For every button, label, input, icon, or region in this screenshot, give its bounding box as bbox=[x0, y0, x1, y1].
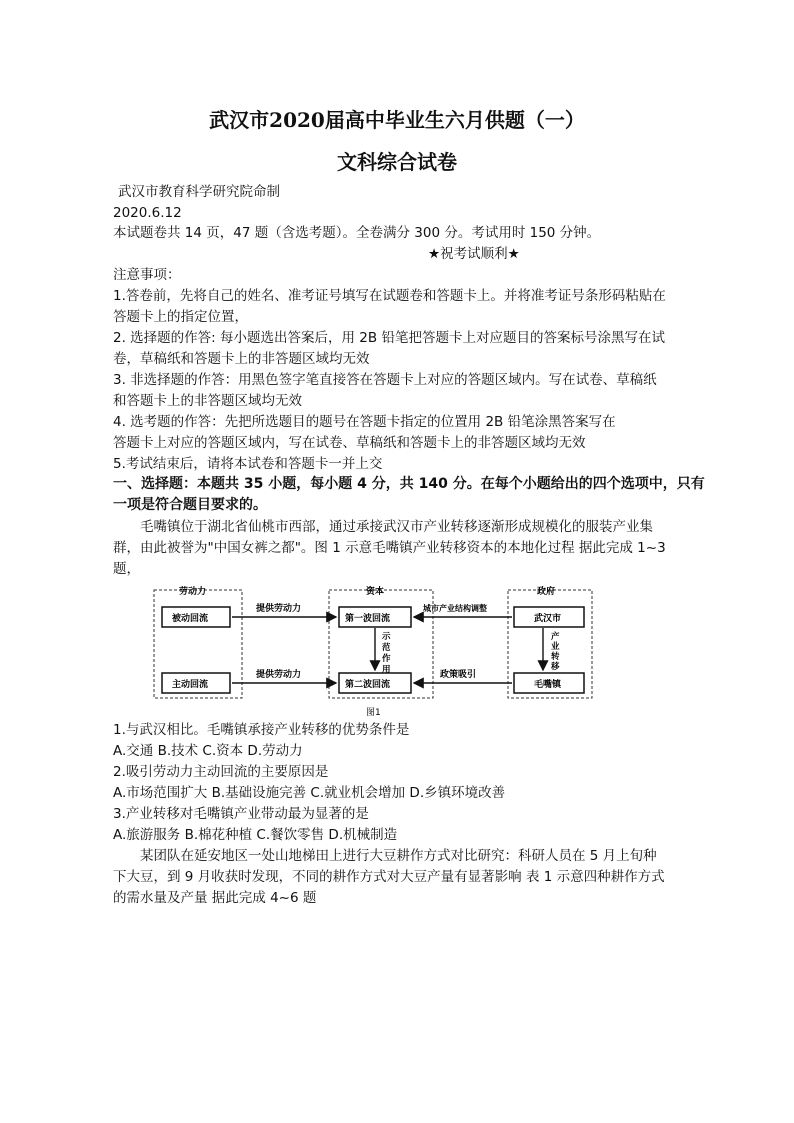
city-adjust-label: 城市产业结构调整 bbox=[423, 604, 487, 613]
exam-subtitle: 文科综合试卷 bbox=[337, 150, 457, 174]
passage-line: 下大豆，到 9 月收获时发现，不同的耕作方式对大豆产量有显著影响 表 1 示意四种耕作方式 bbox=[113, 869, 665, 885]
figure-1-diagram bbox=[152, 578, 682, 720]
notice-line: 答题卡上对应的答题区域内，写在试卷、草稿纸和答题卡上的非答题区域均无效 bbox=[113, 435, 586, 451]
good-luck-note: ★祝考试顺利★ bbox=[428, 246, 520, 262]
issuer: 武汉市教育科学研究院命制 bbox=[118, 184, 280, 200]
exam-date: 2020.6.12 bbox=[113, 205, 182, 221]
capital-group-label: 资本 bbox=[366, 587, 385, 597]
transfer-char: 业 bbox=[551, 642, 560, 652]
transfer-char: 产 bbox=[551, 632, 560, 642]
exam-title: 武汉市2020届高中毕业生六月供题（一） bbox=[209, 108, 585, 132]
demo-char: 用 bbox=[382, 665, 391, 675]
notice-line: 1.答卷前，先将自己的姓名、准考证号填写在试题卷和答题卡上。并将准考证号条形码粘贴在 bbox=[113, 288, 666, 304]
demo-char: 示 bbox=[382, 632, 391, 642]
transfer-char: 移 bbox=[551, 662, 560, 672]
question-options: A.旅游服务 B.棉花种植 C.餐饮零售 D.机械制造 bbox=[113, 827, 398, 843]
notice-line: 卷，草稿纸和答题卡上的非答题区域均无效 bbox=[113, 351, 370, 367]
notice-line: 5.考试结束后，请将本试卷和答题卡一并上交 bbox=[113, 456, 383, 472]
question-stem: 1.与武汉相比。毛嘴镇承接产业转移的优势条件是 bbox=[113, 722, 410, 738]
first-wave-label: 第一波回流 bbox=[345, 614, 391, 624]
section-heading: 一项是符合题目要求的。 bbox=[113, 497, 267, 513]
policy-label: 政策吸引 bbox=[440, 670, 477, 680]
demo-char: 作 bbox=[382, 654, 391, 664]
passage-line: 题， bbox=[113, 561, 140, 577]
government-group-label: 政府 bbox=[537, 587, 556, 597]
figure-caption: 图1 bbox=[366, 708, 381, 718]
passage-line: 毛嘴镇位于湖北省仙桃市西部，通过承接武汉市产业转移逐渐形成规模化的服装产业集 bbox=[113, 519, 653, 535]
labor-group-label: 劳动力 bbox=[179, 587, 207, 597]
question-stem: 2.吸引劳动力主动回流的主要原因是 bbox=[113, 764, 329, 780]
second-wave-label: 第二波回流 bbox=[345, 680, 391, 690]
notice-line: 答题卡上的指定位置， bbox=[113, 309, 248, 325]
question-options: A.市场范围扩大 B.基础设施完善 C.就业机会增加 D.乡镇环境改善 bbox=[113, 785, 506, 801]
notice-line: 4. 选考题的作答：先把所选题目的题号在答题卡指定的位置用 2B 铅笔涂黑答案写在 bbox=[113, 414, 616, 430]
demo-char: 范 bbox=[382, 643, 391, 653]
notice-heading: 注意事项： bbox=[113, 267, 181, 283]
exam-info: 本试题卷共 14 页，47 题（含选考题）。全卷满分 300 分。考试用时 150 分钟。 bbox=[113, 225, 601, 241]
passage-line: 的需水量及产量 据此完成 4~6 题 bbox=[113, 890, 317, 906]
question-options: A.交通 B.技术 C.资本 D.劳动力 bbox=[113, 743, 303, 759]
maozui-label: 毛嘴镇 bbox=[534, 680, 562, 690]
section-heading: 一、选择题：本题共 35 小题，每小题 4 分，共 140 分。在每个小题给出的四个选项中，只有 bbox=[113, 476, 705, 492]
active-return-label: 主动回流 bbox=[172, 680, 209, 690]
notice-line: 2. 选择题的作答: 每小题选出答案后，用 2B 铅笔把答题卡上对应题目的答案标号涂黑写在试 bbox=[113, 330, 665, 346]
labor-arrow-bottom-label: 提供劳动力 bbox=[256, 670, 302, 680]
transfer-char: 转 bbox=[551, 652, 560, 662]
passive-return-label: 被动回流 bbox=[172, 614, 209, 624]
notice-line: 和答题卡上的非答题区域均无效 bbox=[113, 393, 302, 409]
labor-arrow-top-label: 提供劳动力 bbox=[256, 604, 302, 614]
passage-line: 某团队在延安地区一处山地梯田上进行大豆耕作方式对比研究：科研人员在 5 月上旬种 bbox=[113, 848, 657, 864]
passage-line: 群，由此被誉为"中国女裤之都"。图 1 示意毛嘴镇产业转移资本的本地化过程 据此完成 1~3 bbox=[113, 540, 666, 556]
notice-line: 3. 非选择题的作答：用黑色签字笔直接答在答题卡上对应的答题区域内。写在试卷、草稿纸 bbox=[113, 372, 657, 388]
wuhan-label: 武汉市 bbox=[534, 614, 562, 624]
question-stem: 3.产业转移对毛嘴镇产业带动最为显著的是 bbox=[113, 806, 369, 822]
